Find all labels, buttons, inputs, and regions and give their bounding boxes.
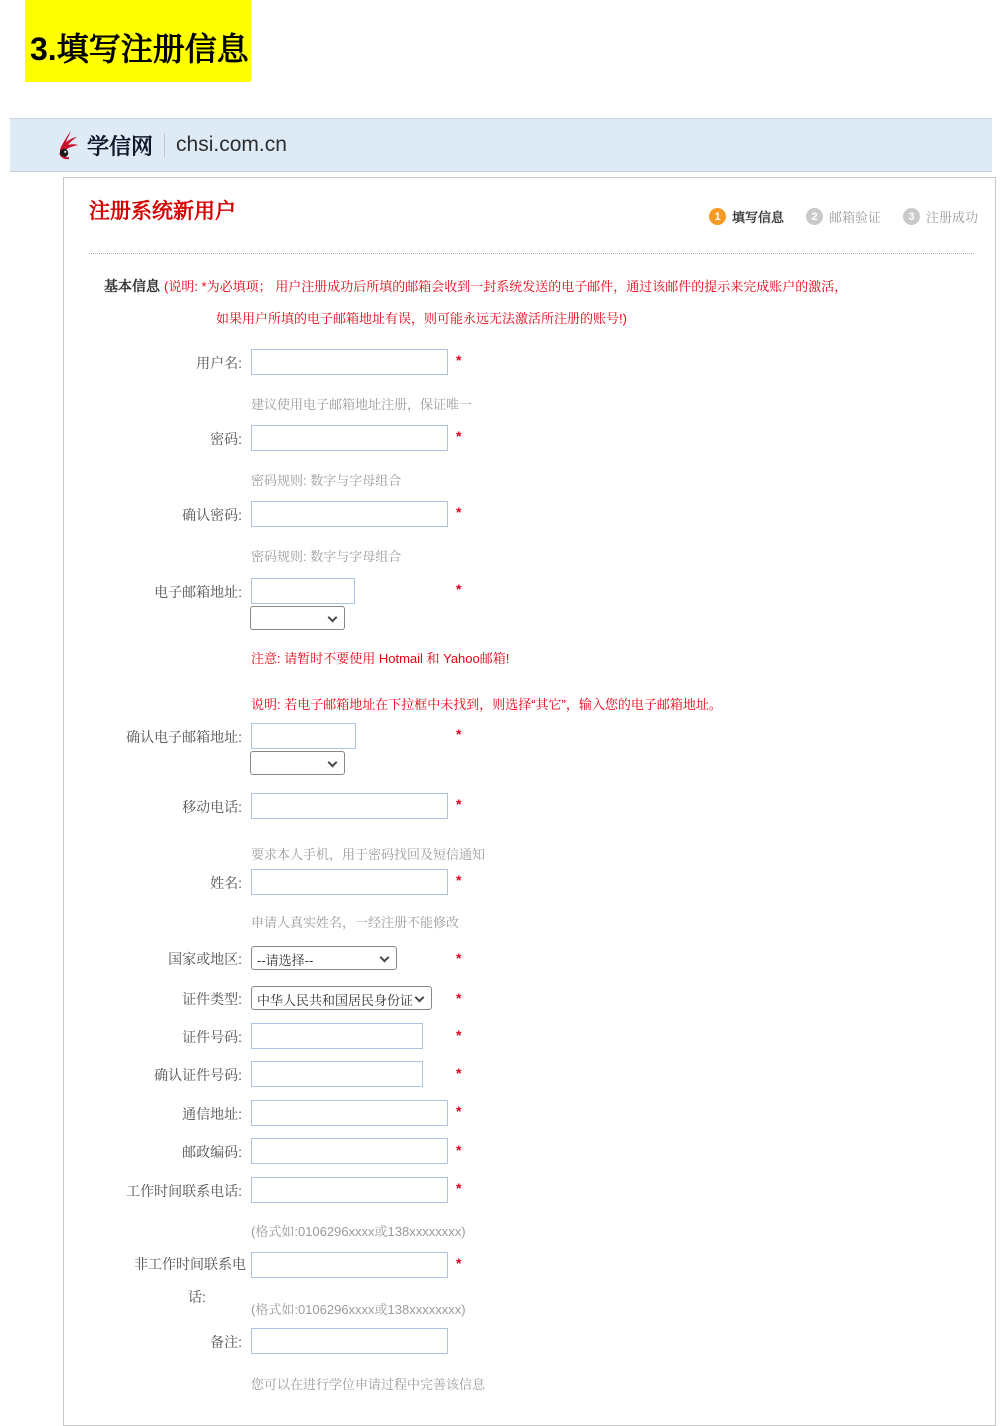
password-helper: 密码规则: 数字与字母组合 (251, 473, 402, 488)
chevron-down-icon (415, 993, 425, 1003)
required-asterisk: * (456, 990, 462, 1006)
remark-input[interactable] (251, 1328, 448, 1354)
email-input[interactable] (251, 578, 355, 604)
logo-domain: chsi.com.cn (176, 133, 287, 156)
mobile-label: 移动电话: (182, 799, 242, 815)
email-domain-select[interactable] (250, 606, 345, 630)
confirm-password-helper: 密码规则: 数字与字母组合 (251, 549, 402, 564)
confirm-password-label: 确认密码: (182, 507, 242, 523)
offwork-phone-label-line1: 非工作时间联系电 (134, 1256, 246, 1272)
required-asterisk: * (456, 950, 462, 966)
required-asterisk: * (456, 1103, 462, 1119)
username-helper: 建议使用电子邮箱地址注册，保证唯一 (251, 397, 473, 412)
step-register-success: 3 注册成功 (903, 207, 978, 226)
step-email-verify: 2 邮箱验证 (806, 207, 881, 226)
logo-text: 学信网 (87, 133, 154, 159)
required-asterisk: * (456, 1142, 462, 1158)
required-asterisk: * (456, 1180, 462, 1196)
address-label: 通信地址: (182, 1106, 242, 1122)
email-instruction: 说明: 若电子邮箱地址在下拉框中未找到，则选择“其它”，输入您的电子邮箱地址。 (251, 697, 722, 712)
work-phone-input[interactable] (251, 1177, 448, 1203)
offwork-phone-input[interactable] (251, 1252, 448, 1278)
name-label: 姓名: (210, 875, 242, 891)
confirm-password-input[interactable] (251, 501, 448, 527)
step-3-circle: 3 (903, 208, 920, 225)
chevron-down-icon (328, 613, 338, 623)
address-input[interactable] (251, 1100, 448, 1126)
postcode-input[interactable] (251, 1138, 448, 1164)
required-asterisk: * (456, 1255, 462, 1271)
chevron-down-icon (328, 758, 338, 768)
confirm-email-label: 确认电子邮箱地址: (126, 729, 242, 745)
work-phone-label: 工作时间联系电话: (126, 1183, 242, 1199)
confirm-email-input[interactable] (251, 723, 356, 749)
remark-label: 备注: (210, 1334, 242, 1350)
mobile-helper: 要求本人手机，用于密码找回及短信通知 (251, 847, 486, 862)
page-heading: 3.填写注册信息 (25, 0, 251, 82)
confirm-email-domain-select[interactable] (250, 751, 345, 775)
required-asterisk: * (456, 796, 462, 812)
name-input[interactable] (251, 869, 448, 895)
username-label: 用户名: (196, 355, 242, 371)
required-asterisk: * (456, 1065, 462, 1081)
username-input[interactable] (251, 349, 448, 375)
postcode-label: 邮政编码: (182, 1144, 242, 1160)
site-logo[interactable] (57, 130, 287, 161)
work-phone-helper: (格式如:0106296xxxx或138xxxxxxxx) (251, 1224, 466, 1239)
password-label: 密码: (210, 431, 242, 447)
section-note-line2: 如果用户所填的电子邮箱地址有误，则可能永远无法激活所注册的账号!) (216, 311, 627, 326)
confirm-id-number-input[interactable] (251, 1061, 423, 1087)
country-select[interactable]: --请选择-- (251, 946, 397, 970)
required-asterisk: * (456, 581, 462, 597)
bird-logo-icon (57, 130, 83, 160)
email-label: 电子邮箱地址: (154, 584, 242, 600)
site-header (10, 118, 992, 172)
required-asterisk: * (456, 504, 462, 520)
chevron-down-icon (380, 953, 390, 963)
logo-divider (164, 133, 165, 157)
id-type-select[interactable]: 中华人民共和国居民身份证 (251, 986, 432, 1010)
confirm-id-number-label: 确认证件号码: (154, 1067, 242, 1083)
panel-title: 注册系统新用户 (89, 200, 236, 223)
dotted-divider (89, 253, 974, 254)
required-asterisk: * (456, 1027, 462, 1043)
country-label: 国家或地区: (168, 951, 242, 967)
offwork-phone-label-line2: 话: (188, 1289, 206, 1305)
section-note-line1: (说明: *为必填项； 用户注册成功后所填的邮箱会收到一封系统发送的电子邮件，通过该邮件的提示来完成账户的激活， (164, 279, 848, 294)
email-notice: 注意: 请暂时不要使用 Hotmail 和 Yahoo邮箱! (251, 651, 510, 666)
step-fill-info: 1 填写信息 (709, 207, 784, 226)
name-helper: 申请人真实姓名，一经注册不能修改 (251, 915, 460, 930)
basic-info-heading (104, 276, 847, 296)
id-type-label: 证件类型: (182, 991, 242, 1007)
step-2-circle: 2 (806, 208, 823, 225)
id-number-label: 证件号码: (182, 1029, 242, 1045)
step-1-circle: 1 (709, 208, 726, 225)
id-number-input[interactable] (251, 1023, 423, 1049)
required-asterisk: * (456, 726, 462, 742)
offwork-phone-helper: (格式如:0106296xxxx或138xxxxxxxx) (251, 1302, 466, 1317)
remark-helper: 您可以在进行学位申请过程中完善该信息 (251, 1377, 486, 1392)
required-asterisk: * (456, 872, 462, 888)
steps-indicator (709, 207, 978, 226)
registration-panel (63, 177, 996, 1426)
section-title: 基本信息 (104, 278, 160, 294)
password-input[interactable] (251, 425, 448, 451)
required-asterisk: * (456, 352, 462, 368)
required-asterisk: * (456, 428, 462, 444)
mobile-input[interactable] (251, 793, 448, 819)
